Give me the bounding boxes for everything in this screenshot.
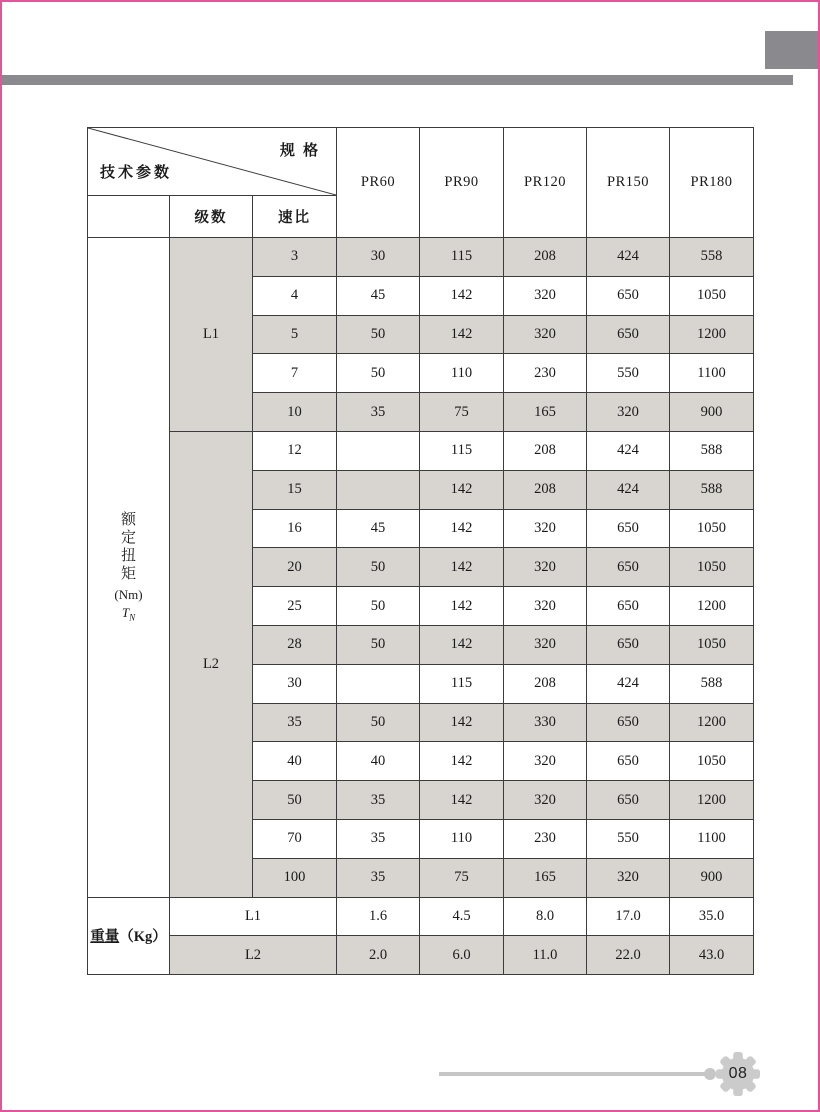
torque-value-cell: 45 <box>337 509 420 548</box>
torque-value-cell: 142 <box>420 470 504 509</box>
torque-value-cell: 588 <box>670 431 754 470</box>
torque-value-cell: 115 <box>420 431 504 470</box>
torque-value-cell: 208 <box>504 431 587 470</box>
torque-value-cell: 1050 <box>670 509 754 548</box>
footer-line <box>439 1072 712 1076</box>
ratio-column-header: 速比 <box>253 196 337 238</box>
ratio-cell: 50 <box>253 781 337 820</box>
torque-value-cell: 110 <box>420 819 504 858</box>
torque-value-cell: 320 <box>504 742 587 781</box>
torque-value-cell: 165 <box>504 858 587 897</box>
torque-value-cell: 588 <box>670 664 754 703</box>
weight-stage-l2: L2 <box>170 936 337 975</box>
weight-value-cell: 35.0 <box>670 897 754 936</box>
torque-value-cell: 650 <box>587 781 670 820</box>
torque-value-cell: 35 <box>337 393 420 432</box>
torque-axis-label <box>88 238 170 898</box>
ratio-cell: 16 <box>253 509 337 548</box>
torque-value-cell: 142 <box>420 742 504 781</box>
stage-cell-l2: L2 <box>170 431 253 897</box>
torque-value-cell: 50 <box>337 625 420 664</box>
ratio-cell: 70 <box>253 819 337 858</box>
spec-table <box>87 127 754 975</box>
ratio-cell: 40 <box>253 742 337 781</box>
weight-value-cell: 43.0 <box>670 936 754 975</box>
header-empty-cell <box>88 196 170 238</box>
torque-value-cell: 320 <box>504 781 587 820</box>
torque-value-cell: 230 <box>504 354 587 393</box>
torque-value-cell: 50 <box>337 548 420 587</box>
torque-value-cell: 900 <box>670 858 754 897</box>
ratio-cell: 7 <box>253 354 337 393</box>
torque-value-cell: 50 <box>337 315 420 354</box>
torque-value-cell: 1200 <box>670 587 754 626</box>
torque-value-cell: 75 <box>420 393 504 432</box>
torque-value-cell: 650 <box>587 587 670 626</box>
torque-value-cell: 45 <box>337 276 420 315</box>
ratio-cell: 4 <box>253 276 337 315</box>
torque-label-chars: 额 定 扭 矩 <box>120 512 136 583</box>
torque-value-cell: 650 <box>587 703 670 742</box>
torque-value-cell: 320 <box>504 587 587 626</box>
torque-value-cell: 142 <box>420 315 504 354</box>
weight-value-cell: 22.0 <box>587 936 670 975</box>
torque-value-cell: 142 <box>420 781 504 820</box>
stage-cell-l1: L1 <box>170 238 253 432</box>
ratio-cell: 12 <box>253 431 337 470</box>
torque-value-cell: 1100 <box>670 819 754 858</box>
stage-column-header: 级数 <box>170 196 253 238</box>
table-corner-cell <box>88 128 337 196</box>
torque-value-cell: 115 <box>420 238 504 277</box>
torque-value-cell: 1200 <box>670 315 754 354</box>
torque-value-cell: 330 <box>504 703 587 742</box>
weight-label <box>88 897 170 975</box>
torque-value-cell: 650 <box>587 315 670 354</box>
torque-value-cell: 165 <box>504 393 587 432</box>
torque-value-cell: 110 <box>420 354 504 393</box>
torque-value-cell: 208 <box>504 470 587 509</box>
torque-value-cell <box>337 431 420 470</box>
torque-value-cell <box>337 664 420 703</box>
torque-value-cell: 320 <box>504 625 587 664</box>
torque-value-cell: 424 <box>587 664 670 703</box>
torque-value-cell <box>337 470 420 509</box>
torque-value-cell: 320 <box>504 276 587 315</box>
weight-value-cell: 17.0 <box>587 897 670 936</box>
torque-value-cell: 424 <box>587 238 670 277</box>
torque-symbol: $T_N$ <box>121 605 136 624</box>
ratio-cell: 30 <box>253 664 337 703</box>
torque-value-cell: 650 <box>587 548 670 587</box>
torque-value-cell: 550 <box>587 354 670 393</box>
torque-value-cell: 1200 <box>670 703 754 742</box>
torque-value-cell: 650 <box>587 742 670 781</box>
torque-value-cell: 142 <box>420 548 504 587</box>
torque-value-cell: 50 <box>337 354 420 393</box>
torque-value-cell: 1200 <box>670 781 754 820</box>
torque-value-cell: 35 <box>337 781 420 820</box>
corner-spec-label: 规 格 <box>279 142 321 159</box>
torque-value-cell: 40 <box>337 742 420 781</box>
torque-value-cell: 1050 <box>670 276 754 315</box>
torque-value-cell: 115 <box>420 664 504 703</box>
torque-value-cell: 35 <box>337 858 420 897</box>
torque-value-cell: 75 <box>420 858 504 897</box>
torque-value-cell: 50 <box>337 587 420 626</box>
torque-value-cell: 35 <box>337 819 420 858</box>
torque-value-cell: 320 <box>504 548 587 587</box>
torque-value-cell: 588 <box>670 470 754 509</box>
torque-value-cell: 650 <box>587 509 670 548</box>
weight-value-cell: 8.0 <box>504 897 587 936</box>
header-gray-bar <box>2 75 793 85</box>
ratio-cell: 20 <box>253 548 337 587</box>
torque-value-cell: 142 <box>420 703 504 742</box>
torque-unit-label: (Nm) <box>114 587 143 603</box>
torque-value-cell: 320 <box>587 858 670 897</box>
torque-value-cell: 320 <box>504 509 587 548</box>
weight-value-cell: 4.5 <box>420 897 504 936</box>
weight-value-cell: 6.0 <box>420 936 504 975</box>
torque-value-cell: 142 <box>420 625 504 664</box>
torque-value-cell: 558 <box>670 238 754 277</box>
gear-page-badge <box>715 1051 761 1097</box>
torque-value-cell: 142 <box>420 276 504 315</box>
torque-value-cell: 320 <box>504 315 587 354</box>
weight-stage-l1: L1 <box>170 897 337 936</box>
weight-value-cell: 1.6 <box>337 897 420 936</box>
weight-value-cell: 11.0 <box>504 936 587 975</box>
column-header-pr60: PR60 <box>337 128 420 238</box>
torque-value-cell: 142 <box>420 587 504 626</box>
torque-value-cell: 30 <box>337 238 420 277</box>
torque-value-cell: 208 <box>504 664 587 703</box>
column-header-pr90: PR90 <box>420 128 504 238</box>
torque-value-cell: 1100 <box>670 354 754 393</box>
torque-value-cell: 424 <box>587 470 670 509</box>
weight-unit: （Kg） <box>119 929 167 946</box>
ratio-cell: 25 <box>253 587 337 626</box>
torque-value-cell: 550 <box>587 819 670 858</box>
ratio-cell: 35 <box>253 703 337 742</box>
column-header-pr150: PR150 <box>587 128 670 238</box>
torque-value-cell: 1050 <box>670 625 754 664</box>
ratio-cell: 100 <box>253 858 337 897</box>
column-header-pr120: PR120 <box>504 128 587 238</box>
torque-value-cell: 1050 <box>670 742 754 781</box>
torque-value-cell: 50 <box>337 703 420 742</box>
torque-value-cell: 650 <box>587 276 670 315</box>
torque-value-cell: 208 <box>504 238 587 277</box>
ratio-cell: 3 <box>253 238 337 277</box>
torque-value-cell: 230 <box>504 819 587 858</box>
page-number: 08 <box>728 1065 748 1082</box>
torque-value-cell: 1050 <box>670 548 754 587</box>
ratio-cell: 28 <box>253 625 337 664</box>
weight-value-cell: 2.0 <box>337 936 420 975</box>
ratio-cell: 10 <box>253 393 337 432</box>
ratio-cell: 5 <box>253 315 337 354</box>
torque-value-cell: 424 <box>587 431 670 470</box>
torque-value-cell: 650 <box>587 625 670 664</box>
torque-value-cell: 900 <box>670 393 754 432</box>
weight-label-text: 重量 <box>90 929 120 946</box>
column-header-pr180: PR180 <box>670 128 754 238</box>
torque-value-cell: 320 <box>587 393 670 432</box>
header-gray-block <box>765 31 818 69</box>
corner-params-label: 技术参数 <box>100 164 173 181</box>
torque-value-cell: 142 <box>420 509 504 548</box>
ratio-cell: 15 <box>253 470 337 509</box>
